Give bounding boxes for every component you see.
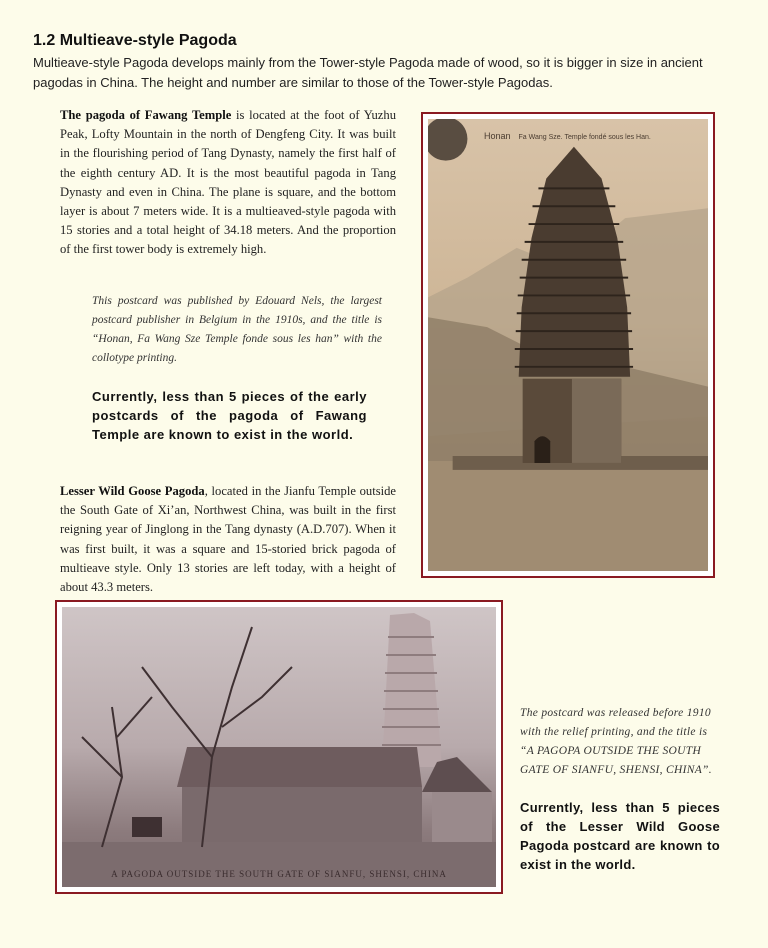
fawang-postcard-title: Honan Fa Wang Sze. Temple fondé sous les Han. <box>484 131 651 141</box>
fawang-note: Currently, less than 5 pieces of the early postcards of the pagoda of Fawang Temple are known to exist in the world. <box>92 389 367 442</box>
fawang-pagoda-illustration <box>428 119 708 571</box>
cart <box>132 817 162 837</box>
fawang-body: is located at the foot of Yuzhu Peak, Lofty Mountain in the north of Dengfeng City. It was built in the flourishing period of Tang Dynasty, namely the first half of the eighth century AD. It is the most beautiful pagoda in Tang Dynasty and even in China. The plane is square, and the bottom layer is about 7 meters wide. It is a multieaved-style pagoda with 15 stories and a total height of 34.18 meters. And the proportion of the first tower body is extremely high. <box>60 108 396 257</box>
pagoda-upper <box>519 147 630 377</box>
lesser-goose-description <box>60 482 396 597</box>
ground-shape <box>428 461 708 571</box>
fawang-description <box>60 106 396 260</box>
lesser-goose-lead: Lesser Wild Goose Pagoda <box>60 484 205 498</box>
lesser-goose-postcard-title: A PAGODA OUTSIDE THE SOUTH GATE OF SIANFU, SHENSI, CHINA <box>111 869 447 879</box>
pagoda-door <box>534 436 550 463</box>
pagoda-base-light <box>572 379 621 463</box>
lesser-goose-caption: The postcard was released before 1910 with the relief printing, and the title is “A PAGOPA OUTSIDE THE SOUTH GATE OF SIANFU, SHENSI, CHINA”. <box>520 707 712 776</box>
pavilion-body <box>432 792 492 847</box>
fawang-caption: This postcard was published by Edouard Nels, the largest postcard publisher in Belgium in the 1910s, and the title is “Honan, Fa Wang Sze Temple fonde sous les han” with the collotype printing. <box>92 295 382 364</box>
section-title: 1.2 Multieave-style Pagoda <box>33 32 237 49</box>
tree-foliage <box>428 119 467 161</box>
lesser-goose-note: Currently, less than 5 pieces of the Lesser Wild Goose Pagoda postcard are known to exist in the world. <box>520 800 720 872</box>
fawang-lead: The pagoda of Fawang Temple <box>60 108 232 122</box>
section-intro: Multieave-style Pagoda develops mainly from the Tower-style Pagoda made of wood, so it is bigger in size in ancient pagodas in China. The height and number are similar to those of the Tower-style Pagodas. <box>33 55 703 90</box>
lesser-goose-scene-illustration <box>62 607 496 887</box>
lesser-goose-postcard-frame <box>55 600 503 894</box>
lesser-goose-body: , located in the Jianfu Temple outside the South Gate of Xi’an, Northwest China, was built in the first reigning year of Jinglong in the Tang dynasty (A.D.707). When it was first built, it was a square and 15-storied brick pagoda of multieave style. Only 13 stories are left today, with a height of about 43.3 meters. <box>60 484 396 595</box>
fawang-postcard-photo <box>428 119 708 571</box>
fawang-postcard-frame <box>421 112 715 578</box>
hall-body <box>182 787 422 847</box>
ground <box>62 842 496 887</box>
lesser-goose-postcard-photo <box>62 607 496 887</box>
